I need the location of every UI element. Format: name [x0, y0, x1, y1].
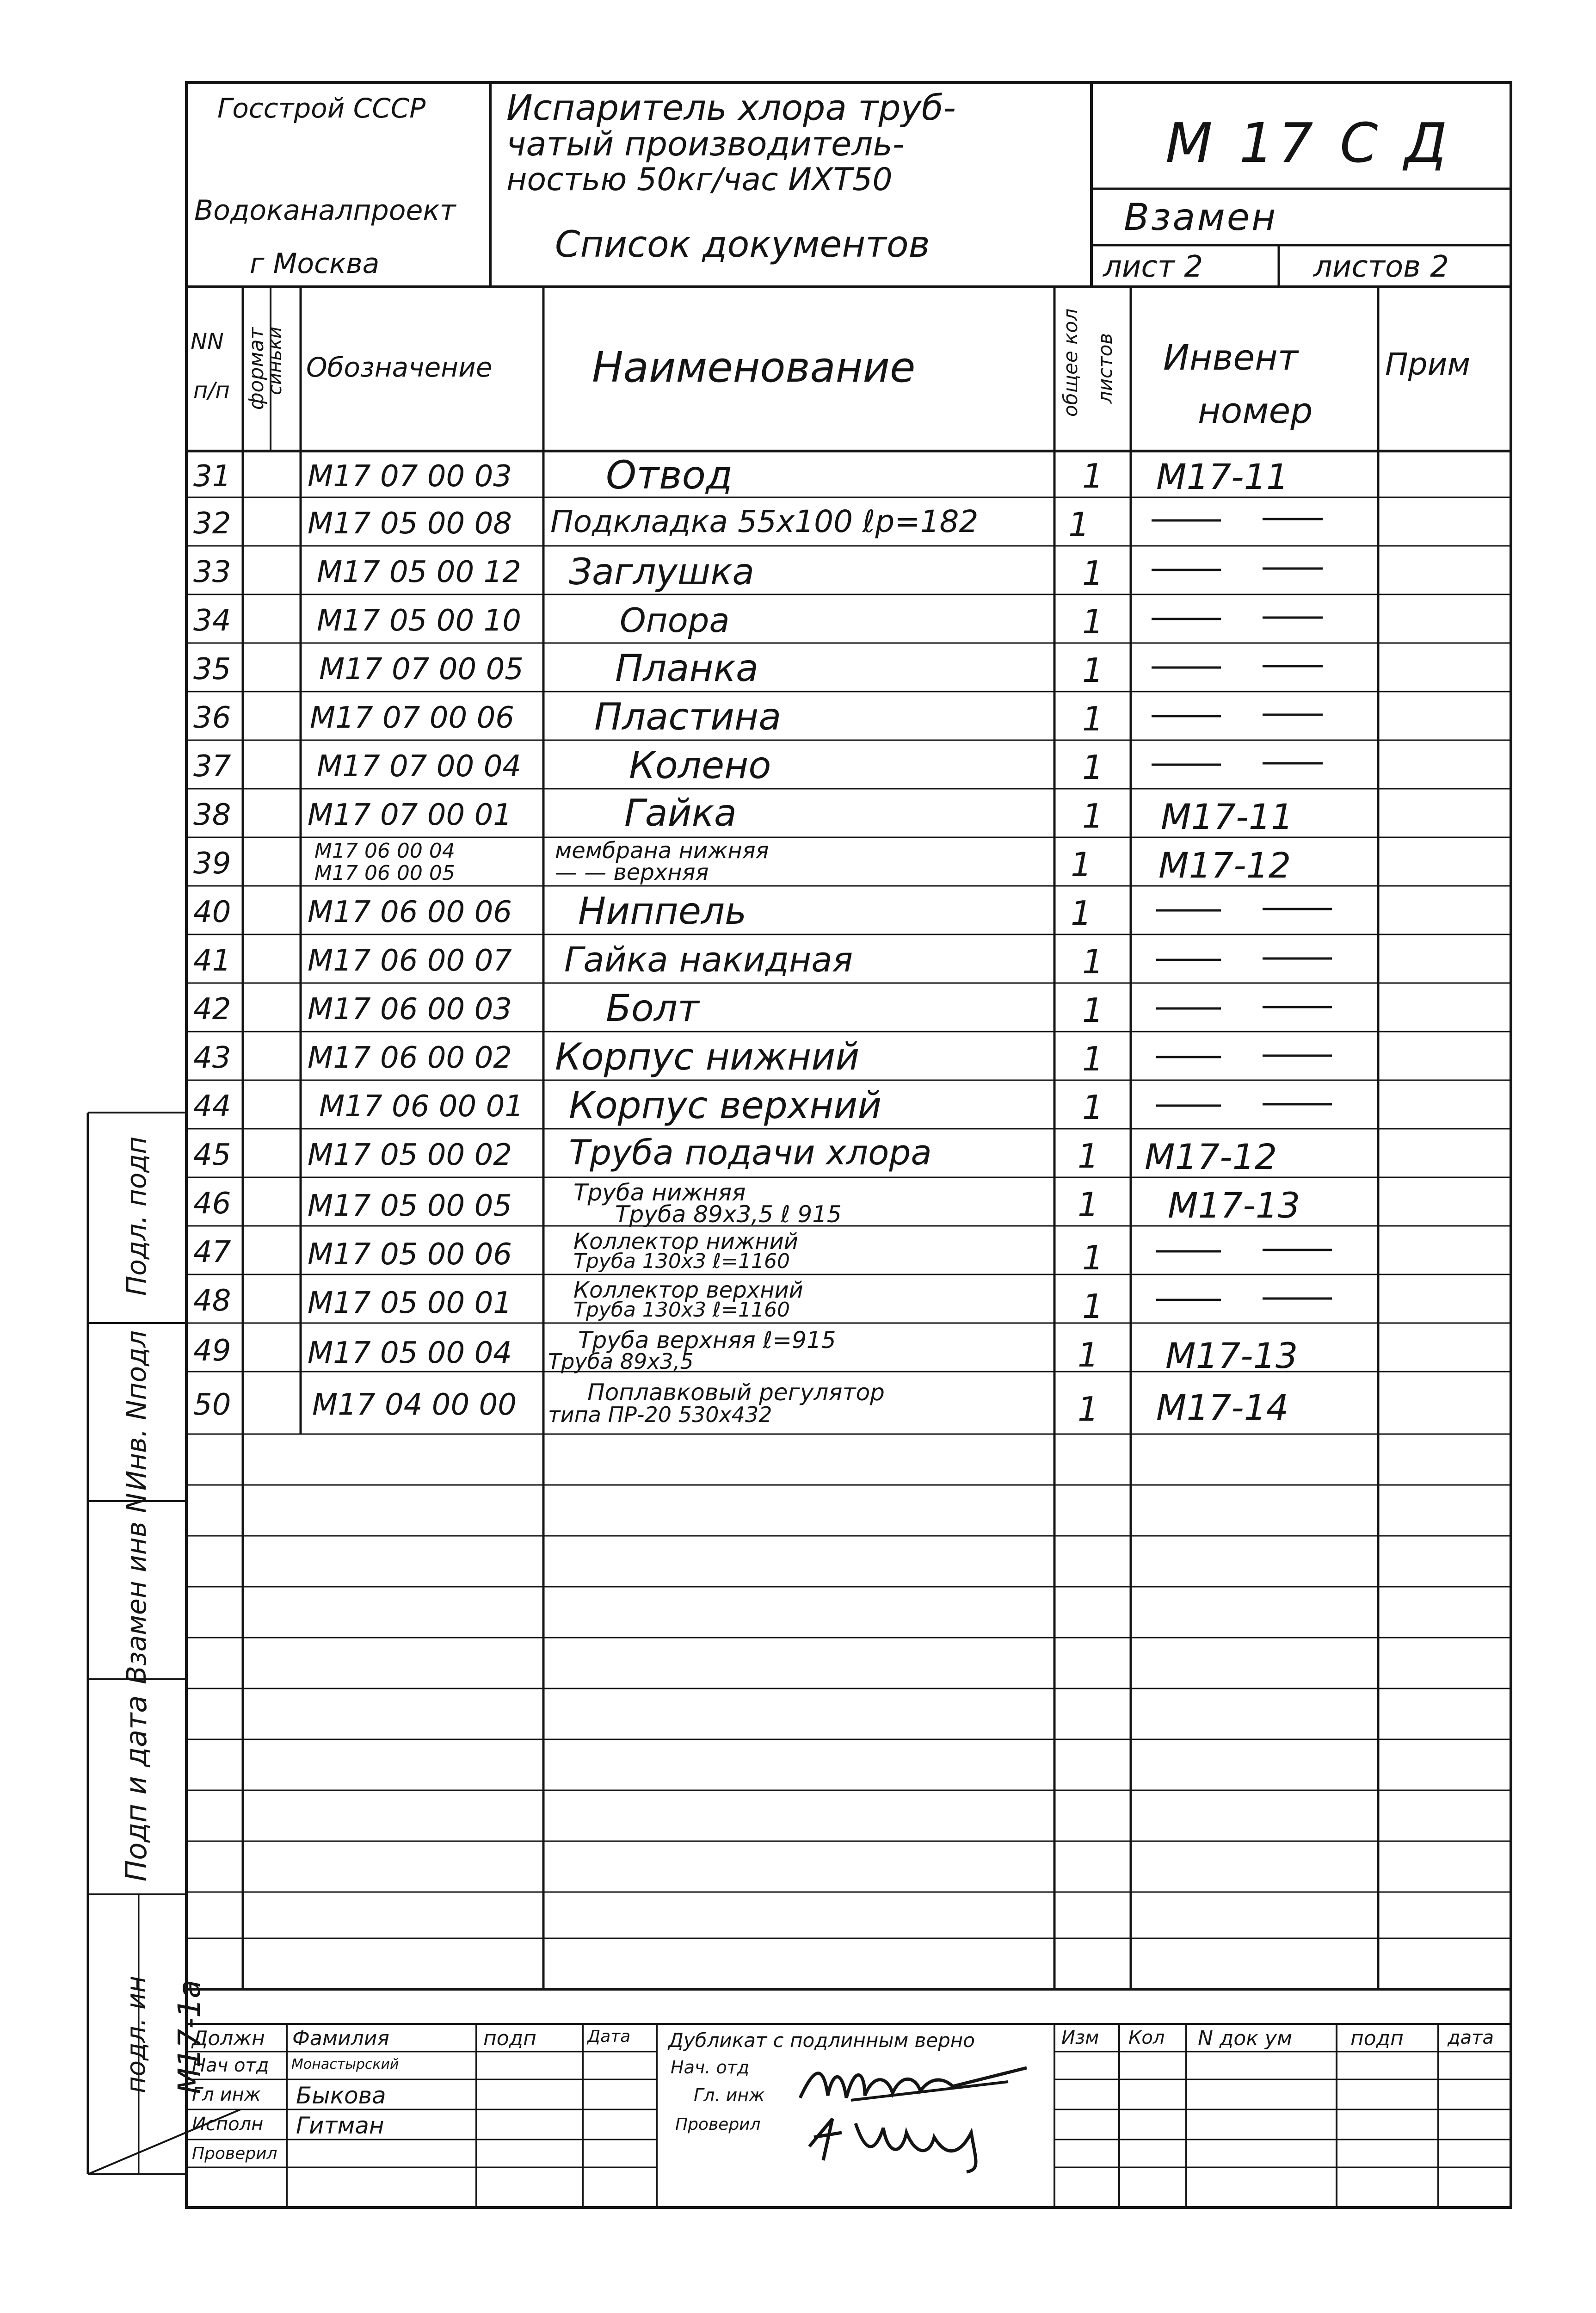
- duplicate-note-line-3: Гл. инж: [694, 2085, 765, 2105]
- row-name: Гайка накидная: [564, 940, 853, 980]
- row-qty: 1: [1082, 602, 1103, 641]
- header-inv-l1: Инвент: [1163, 337, 1299, 378]
- stamp-header-signature-2: подп: [1350, 2027, 1404, 2050]
- row-designation: М17 06 00 04: [314, 839, 455, 863]
- row-designation: М17 07 00 05: [319, 652, 524, 686]
- row-name-2: — — верхняя: [555, 860, 709, 885]
- title-line-3: ностью 50кг/час ИХТ50: [506, 161, 893, 198]
- row-designation: М17 05 00 01: [308, 1286, 512, 1320]
- margin-label-inv-podl: Инв. Nподл: [121, 1330, 152, 1491]
- row-name: Колено: [629, 744, 771, 787]
- title-line-1: Испаритель хлора труб-: [506, 87, 956, 128]
- row-designation: М17 07 00 01: [308, 798, 512, 832]
- stamp-header-surname: Фамилия: [292, 2027, 389, 2050]
- row-name-2: Труба 130х3 ℓ=1160: [573, 1249, 790, 1273]
- margin-label-podp-data: Подп и дата: [119, 1695, 153, 1882]
- org-city: г Москва: [250, 247, 380, 280]
- row-name: Планка: [615, 647, 758, 690]
- row-number: 41: [193, 944, 231, 978]
- row-inventory: М17-14: [1156, 1387, 1289, 1428]
- row-qty: 1: [1082, 748, 1103, 787]
- row-designation: М17 05 00 10: [317, 604, 521, 638]
- row-number: 42: [193, 992, 231, 1027]
- row-qty: 1: [1071, 894, 1092, 933]
- row-designation: М17 05 00 04: [308, 1336, 512, 1370]
- row-qty: 1: [1068, 505, 1090, 544]
- row-name: Подкладка 55х100 ℓр=182: [550, 504, 979, 539]
- row-name-2: Труба 89х3,5: [548, 1349, 694, 1374]
- row-name-2: типа ПР-20 530х432: [548, 1402, 772, 1427]
- row-name: Пластина: [594, 695, 782, 738]
- row-designation: М17 07 00 06: [310, 701, 514, 735]
- stamp-surname: Монастырский: [291, 2056, 399, 2072]
- row-name: Коллектор нижний: [573, 1229, 798, 1255]
- stamp-position: Исполн: [192, 2114, 264, 2135]
- row-number: 34: [193, 604, 231, 638]
- row-number: 36: [193, 701, 231, 735]
- row-number: 49: [193, 1334, 231, 1368]
- row-name: Корпус нижний: [555, 1035, 860, 1078]
- row-qty: 1: [1082, 651, 1103, 690]
- header-pp: п/п: [193, 377, 230, 403]
- margin-label-podl-in: подл. ин: [121, 1976, 151, 2093]
- row-number: 47: [193, 1235, 231, 1269]
- row-number: 44: [193, 1089, 231, 1124]
- stamp-header-position: Должн: [192, 2027, 265, 2050]
- header-naimenovanie: Наименование: [592, 343, 916, 392]
- header-sinki: синьки: [265, 327, 286, 395]
- row-number: 43: [193, 1041, 231, 1075]
- row-qty: 1: [1082, 1039, 1103, 1078]
- stamp-position: Нач отд: [192, 2055, 269, 2076]
- row-designation: М17 06 00 01: [319, 1089, 524, 1124]
- stamp-surname: Быкова: [296, 2082, 386, 2109]
- row-qty: 1: [1082, 1238, 1103, 1277]
- row-qty: 1: [1082, 1287, 1103, 1326]
- stamp-position: Проверил: [192, 2144, 277, 2163]
- row-number: 46: [193, 1187, 231, 1221]
- row-name: Ниппель: [578, 890, 747, 933]
- stamp-header-change: Изм: [1061, 2027, 1099, 2048]
- row-designation: М17 05 00 06: [308, 1237, 512, 1272]
- stamp-header-count: Кол: [1128, 2027, 1165, 2048]
- row-qty: 1: [1082, 554, 1103, 593]
- stamp-header-date: Дата: [587, 2027, 631, 2046]
- row-designation: М17 04 00 00: [312, 1388, 517, 1422]
- sheet-count: листов 2: [1313, 250, 1449, 284]
- row-qty: 1: [1078, 1137, 1099, 1175]
- row-number: 32: [193, 507, 231, 541]
- row-number: 37: [193, 749, 231, 784]
- duplicate-note: Дубликат с подлинным верно: [668, 2029, 975, 2052]
- header-prim: Прим: [1385, 346, 1471, 382]
- row-designation-2: М17 06 00 05: [314, 861, 455, 885]
- duplicate-note-line-2: Нач. отд: [671, 2057, 750, 2078]
- row-number: 31: [193, 459, 231, 494]
- sheet-number: лист 2: [1103, 250, 1203, 284]
- row-designation: М17 05 00 08: [308, 507, 512, 541]
- row-number: 40: [193, 895, 231, 929]
- row-name: Поплавковый регулятор: [587, 1379, 885, 1406]
- row-name: Опора: [620, 601, 730, 640]
- margin-label-podl-podp: Подл. подп: [121, 1136, 152, 1296]
- header-oboznachenie: Обозначение: [306, 352, 493, 383]
- signature-nach-otd: [795, 2054, 1036, 2114]
- row-inventory: М17-12: [1158, 845, 1291, 886]
- row-qty: 1: [1082, 699, 1103, 738]
- stamp-header-doc-number: N док ум: [1198, 2027, 1293, 2050]
- margin-label-vzamen-inv: Взамен инв N: [121, 1493, 152, 1684]
- row-designation: М17 06 00 02: [308, 1041, 512, 1075]
- row-qty: 1: [1082, 1088, 1103, 1127]
- row-number: 35: [193, 652, 231, 686]
- row-qty: 1: [1078, 1390, 1099, 1429]
- signature-proveril: [795, 2109, 1027, 2174]
- row-designation: М17 07 00 04: [317, 749, 521, 784]
- row-name: Труба нижняя: [573, 1179, 746, 1206]
- row-qty: 1: [1078, 1185, 1099, 1224]
- header-inv-l2: номер: [1198, 390, 1313, 431]
- row-designation: М17 07 00 03: [308, 459, 512, 494]
- row-name: Труба подачи хлора: [569, 1133, 932, 1173]
- stamp-surname: Гитман: [296, 2112, 384, 2139]
- row-number: 33: [193, 555, 231, 589]
- row-name: Болт: [606, 987, 699, 1030]
- title-line-2: чатый производитель-: [506, 124, 905, 163]
- row-name: Отвод: [606, 452, 733, 498]
- row-name: Корпус верхний: [569, 1084, 882, 1127]
- row-number: 45: [193, 1138, 231, 1172]
- row-qty: 1: [1071, 845, 1092, 884]
- row-qty: 1: [1082, 797, 1103, 835]
- row-inventory: М17-13: [1165, 1335, 1298, 1376]
- stamp-header-date-2: дата: [1448, 2027, 1494, 2048]
- row-inventory: М17-12: [1145, 1136, 1277, 1177]
- row-designation: М17 05 00 12: [317, 555, 521, 589]
- header-qty-l1: общее кол: [1059, 308, 1082, 417]
- header-format: формат: [245, 327, 268, 410]
- duplicate-note-line-4: Проверил: [675, 2115, 761, 2134]
- row-name-2: Труба 89х3,5 ℓ 915: [615, 1201, 842, 1228]
- row-designation: М17 06 00 06: [308, 895, 512, 929]
- row-name: Коллектор верхний: [573, 1277, 803, 1303]
- row-name: Заглушка: [569, 551, 755, 593]
- row-name: Труба верхняя ℓ=915: [578, 1327, 836, 1354]
- vzamen-label: Взамен: [1124, 196, 1278, 239]
- row-number: 50: [193, 1388, 231, 1422]
- row-designation: М17 06 00 07: [308, 944, 512, 978]
- document-code: М 17 С Д: [1165, 111, 1452, 175]
- margin-sheet-id: М17-1а: [172, 1979, 207, 2094]
- row-name-2: Труба 130х3 ℓ=1160: [573, 1298, 790, 1322]
- row-number: 38: [193, 798, 231, 832]
- row-inventory: М17-11: [1161, 796, 1294, 837]
- header-qty-l2: листов: [1094, 333, 1116, 404]
- row-inventory: М17-13: [1168, 1185, 1300, 1226]
- org-vodokanalproekt: Водоканалпроект: [194, 194, 456, 227]
- row-qty: 1: [1082, 942, 1103, 981]
- stamp-header-signature: подп: [483, 2027, 536, 2050]
- row-designation: М17 05 00 05: [308, 1189, 512, 1223]
- row-designation: М17 06 00 03: [308, 992, 512, 1027]
- row-inventory: М17-11: [1156, 456, 1289, 497]
- row-number: 48: [193, 1284, 231, 1318]
- row-designation: М17 05 00 02: [308, 1138, 512, 1172]
- document-subtitle: Список документов: [555, 224, 930, 266]
- row-qty: 1: [1078, 1336, 1099, 1374]
- row-name: Гайка: [624, 792, 737, 835]
- header-nn: NN: [191, 329, 224, 355]
- row-qty: 1: [1082, 457, 1103, 495]
- row-number: 39: [193, 847, 231, 881]
- row-name: мембрана нижняя: [555, 838, 769, 864]
- stamp-position: Гл инж: [192, 2084, 261, 2105]
- org-gosstroy: Госстрой СССР: [217, 93, 426, 124]
- row-qty: 1: [1082, 991, 1103, 1030]
